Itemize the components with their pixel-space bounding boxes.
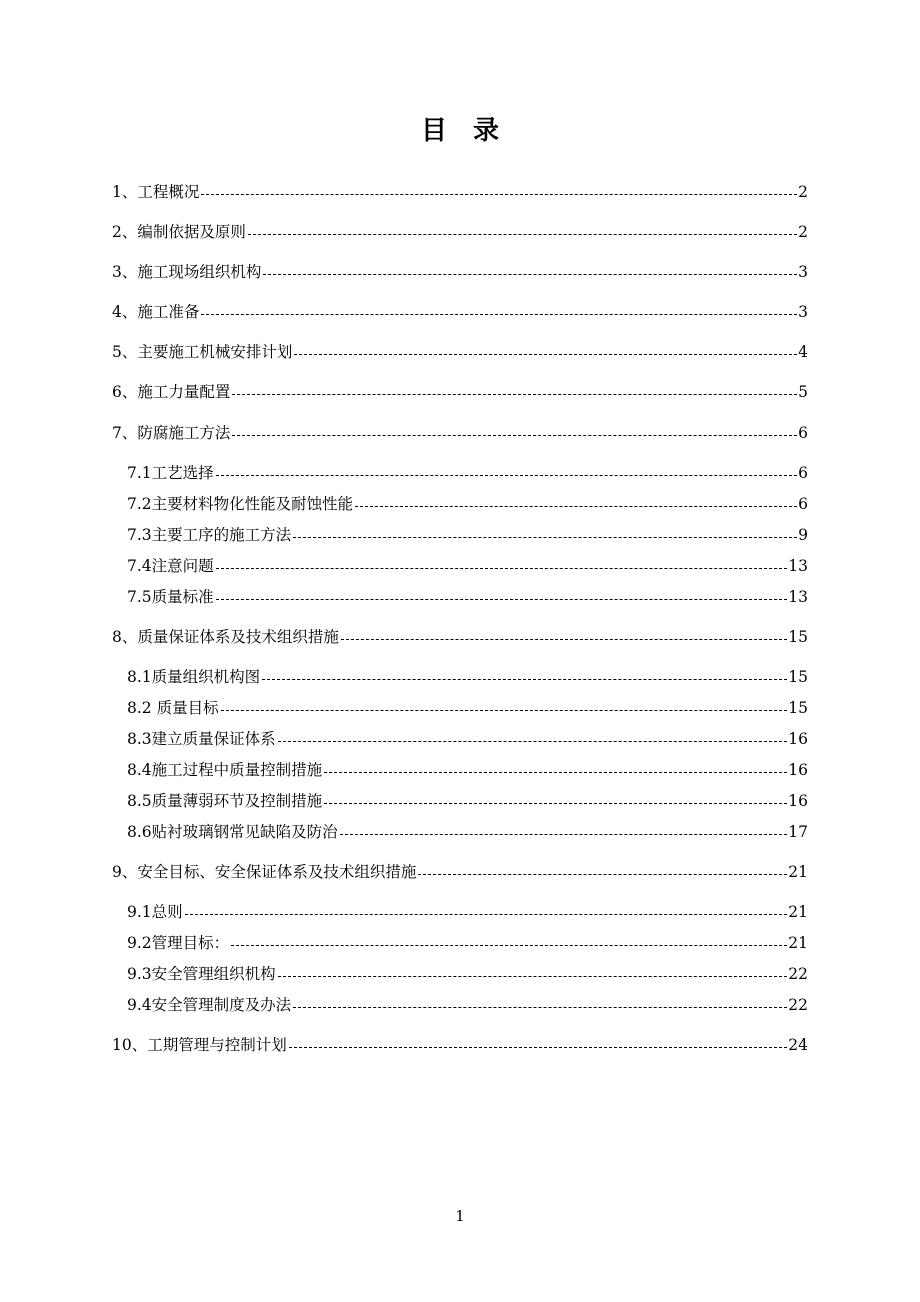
toc-entry-label: 8.1质量组织机构图 [127,668,261,686]
toc-entry-label: 1、工程概况 [112,183,200,201]
toc-entry-page: 4 [798,343,808,361]
toc-entry[interactable] [127,789,808,811]
toc-entry-label: 8.6贴衬玻璃钢常见缺陷及防治 [127,823,338,841]
toc-entry[interactable] [127,585,808,607]
toc-entry-page: 6 [798,424,808,442]
toc-leader-dashes [355,506,797,507]
page-title: 目录 [420,116,525,146]
toc-entry-label: 8.5质量薄弱环节及控制措施 [127,792,323,810]
toc-entry-label: 7.2主要材料物化性能及耐蚀性能 [127,495,354,513]
toc-entry-page: 22 [788,965,808,983]
toc-entry-page: 21 [788,903,808,921]
toc-entry-label: 7.4注意问题 [127,557,214,575]
toc-leader-dashes [248,234,797,235]
toc-leader-dashes [293,1007,787,1008]
toc-entry-label: 7.1工艺选择 [127,464,214,482]
toc-entry[interactable] [127,523,808,545]
toc-entry-label: 3、施工现场组织机构 [112,263,262,281]
toc-entry-page: 13 [788,557,808,575]
toc-entry-label: 7.5质量标准 [127,588,214,606]
toc-leader-dashes [294,354,797,355]
toc-entry-page: 9 [798,526,808,544]
toc-entry[interactable] [127,993,808,1015]
toc-leader-dashes [232,435,797,436]
toc-entry-page: 3 [798,263,808,281]
toc-entry[interactable] [127,492,808,514]
toc-entry-page: 15 [788,668,808,686]
toc-entry-label: 9.3安全管理组织机构 [127,965,276,983]
toc-entry-label: 4、施工准备 [112,303,200,321]
toc-leader-dashes [324,803,787,804]
toc-entry[interactable] [112,625,808,647]
toc-entry-page: 5 [798,383,808,401]
toc-entry[interactable] [112,300,808,322]
toc-entry-page: 22 [788,996,808,1014]
toc-entry-page: 24 [788,1036,808,1054]
toc-entry-page: 15 [788,699,808,717]
toc-leader-dashes [262,679,787,680]
toc-entry[interactable] [127,931,808,953]
toc-leader-dashes [324,772,787,773]
toc-entry[interactable] [127,696,808,718]
toc-entry-page: 3 [798,303,808,321]
toc-leader-dashes [221,710,788,711]
toc-entry[interactable] [112,380,808,402]
toc-leader-dashes [216,568,788,569]
toc-leader-dashes [340,834,788,835]
toc-entry[interactable] [112,220,808,242]
toc-entry-label: 7.3主要工序的施工方法 [127,526,292,544]
toc-leader-dashes [293,537,797,538]
toc-entry-page: 13 [788,588,808,606]
toc-entry[interactable] [112,421,808,443]
toc-entry-page: 6 [798,464,808,482]
toc-entry[interactable] [112,1033,808,1055]
toc-leader-dashes [341,639,787,640]
toc-entry-page: 6 [798,495,808,513]
toc-entry-page: 21 [788,934,808,952]
toc-leader-dashes [418,874,787,875]
toc-leader-dashes [278,976,788,977]
toc-leader-dashes [201,194,797,195]
toc-leader-dashes [232,394,797,395]
toc-entry[interactable] [127,665,808,687]
toc-entry[interactable] [112,260,808,282]
toc-entry-label: 9.2管理目标： [127,934,230,952]
toc-entry-label: 8.3建立质量保证体系 [127,730,276,748]
toc-entry-label: 10、工期管理与控制计划 [112,1036,287,1054]
toc-leader-dashes [216,475,797,476]
toc-leader-dashes [216,599,788,600]
toc-entry-label: 9.1总则 [127,903,183,921]
toc-entry-label: 7、防腐施工方法 [112,424,231,442]
toc-entry-label: 5、主要施工机械安排计划 [112,343,293,361]
toc-entry[interactable] [127,820,808,842]
toc-entry-label: 2、编制依据及原则 [112,223,246,241]
toc-leader-dashes [263,274,797,275]
toc-leader-dashes [278,741,788,742]
toc-leader-dashes [185,914,788,915]
toc-entry-page: 2 [798,223,808,241]
toc-entry-label: 9、安全目标、安全保证体系及技术组织措施 [112,863,417,881]
toc-entry[interactable] [127,554,808,576]
toc-entry-page: 16 [788,730,808,748]
toc-entry[interactable] [112,180,808,202]
toc-entry-page: 2 [798,183,808,201]
toc-entry-label: 8、质量保证体系及技术组织措施 [112,628,339,646]
toc-entry[interactable] [112,340,808,362]
toc-entry-page: 16 [788,761,808,779]
page-number: 1 [455,1207,465,1225]
toc-entry[interactable] [127,900,808,922]
toc-entry-page: 21 [788,863,808,881]
toc-entry-page: 15 [788,628,808,646]
toc-entry[interactable] [127,727,808,749]
toc-entry-label: 9.4安全管理制度及办法 [127,996,292,1014]
toc-entry[interactable] [127,758,808,780]
toc-leader-dashes [231,945,787,946]
toc-leader-dashes [201,314,797,315]
toc-entry-page: 16 [788,792,808,810]
toc-entry-label: 8.2 质量目标 [127,699,219,717]
toc-entry[interactable] [127,962,808,984]
toc-entry-page: 17 [788,823,808,841]
toc-entry[interactable] [127,461,808,483]
toc-entry-label: 6、施工力量配置 [112,383,231,401]
toc-entry-label: 8.4施工过程中质量控制措施 [127,761,323,779]
toc-leader-dashes [289,1047,788,1048]
toc-entry[interactable] [112,860,808,882]
